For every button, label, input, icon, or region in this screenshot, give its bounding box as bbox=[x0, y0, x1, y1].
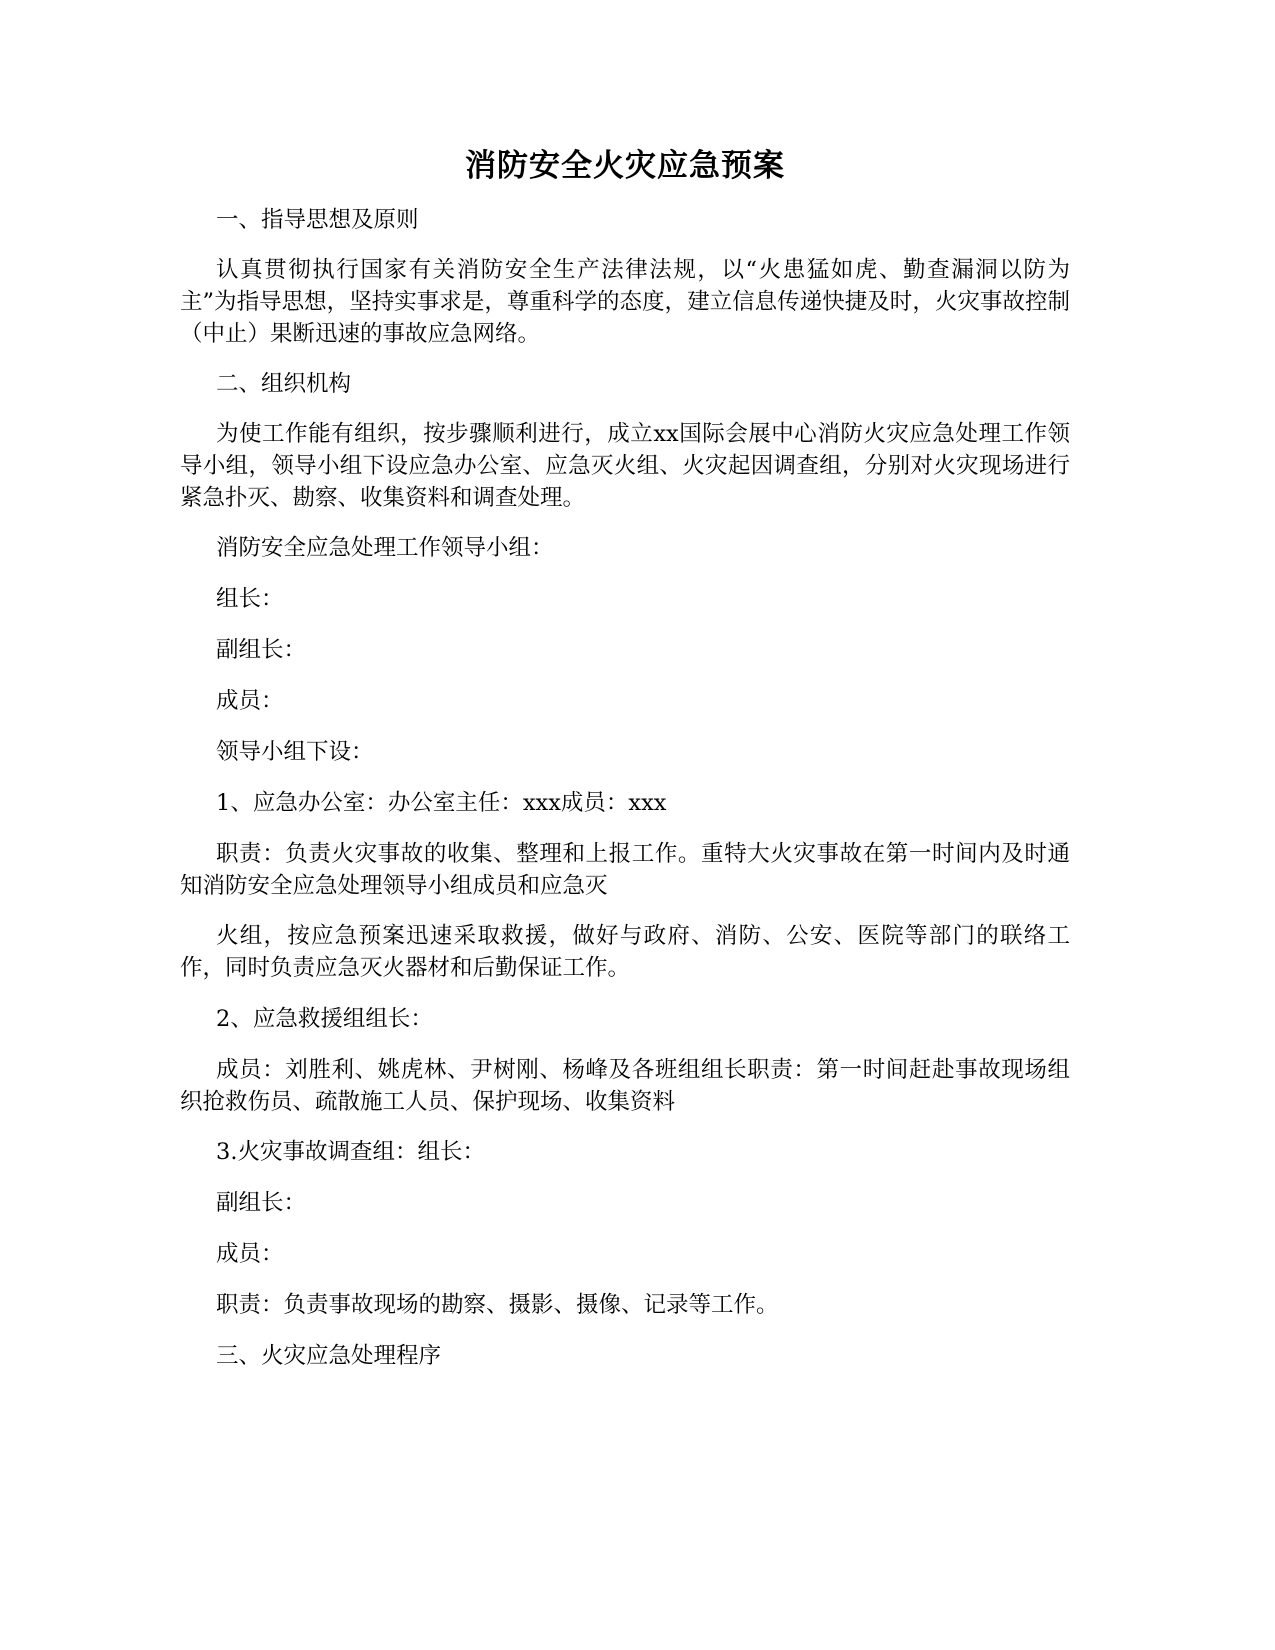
paragraph-guiding-principles: 认真贯彻执行国家有关消防安全生产法律法规，以“火患猛如虎、勤查漏洞以防为主”为指导思想，坚持实事求是，尊重科学的态度，建立信息传递快捷及时，火灾事故控制（中止）果断迅速的事故应急网络。 bbox=[180, 257, 1070, 347]
heading-guiding-principles: 一、指导思想及原则 bbox=[216, 207, 419, 233]
paragraph-investigation-group: 3.火灾事故调查组：组长： bbox=[216, 1139, 485, 1165]
paragraph-firefighting-duties: 火组，按应急预案迅速采取救援，做好与政府、消防、公安、医院等部门的联络工作，同时负责应急灭火器材和后勤保证工作。 bbox=[180, 923, 1070, 981]
paragraph-leadership-group: 消防安全应急处理工作领导小组： bbox=[216, 535, 554, 561]
paragraph-rescue-members: 成员：刘胜利、姚虎林、尹树刚、杨峰及各班组组长职责：第一时间赶赴事故现场组织抢救伤员、疏散施工人员、保护现场、收集资料 bbox=[180, 1057, 1070, 1115]
paragraph-office-duties: 职责：负责火灾事故的收集、整理和上报工作。重特大火灾事故在第一时间内及时通知消防安全应急处理领导小组成员和应急灭 bbox=[180, 841, 1070, 899]
paragraph-emergency-office: 1、应急办公室：办公室主任：xxx成员：xxx bbox=[216, 790, 667, 816]
paragraph-investigation-members: 成员： bbox=[216, 1241, 284, 1267]
paragraph-members: 成员： bbox=[216, 688, 284, 714]
document-page bbox=[180, 0, 1070, 1650]
paragraph-deputy-leader: 副组长： bbox=[216, 637, 307, 663]
paragraph-organization: 为使工作能有组织，按步骤顺利进行，成立xx国际会展中心消防火灾应急处理工作领导小组，领导小组下设应急办公室、应急灭火组、火灾起因调查组，分别对火灾现场进行紧急扑灭、勘察、收集资料和调查处理。 bbox=[180, 421, 1070, 511]
heading-organization: 二、组织机构 bbox=[216, 371, 352, 397]
paragraph-investigation-deputy: 副组长： bbox=[216, 1190, 307, 1216]
document-title: 消防安全火灾应急预案 bbox=[465, 148, 785, 184]
paragraph-rescue-group-leader: 2、应急救援组组长： bbox=[216, 1006, 433, 1032]
paragraph-subunits: 领导小组下设： bbox=[216, 739, 374, 765]
heading-emergency-procedure: 三、火灾应急处理程序 bbox=[216, 1343, 442, 1369]
paragraph-group-leader: 组长： bbox=[216, 586, 284, 612]
paragraph-investigation-duties: 职责：负责事故现场的勘察、摄影、摄像、记录等工作。 bbox=[216, 1292, 779, 1318]
